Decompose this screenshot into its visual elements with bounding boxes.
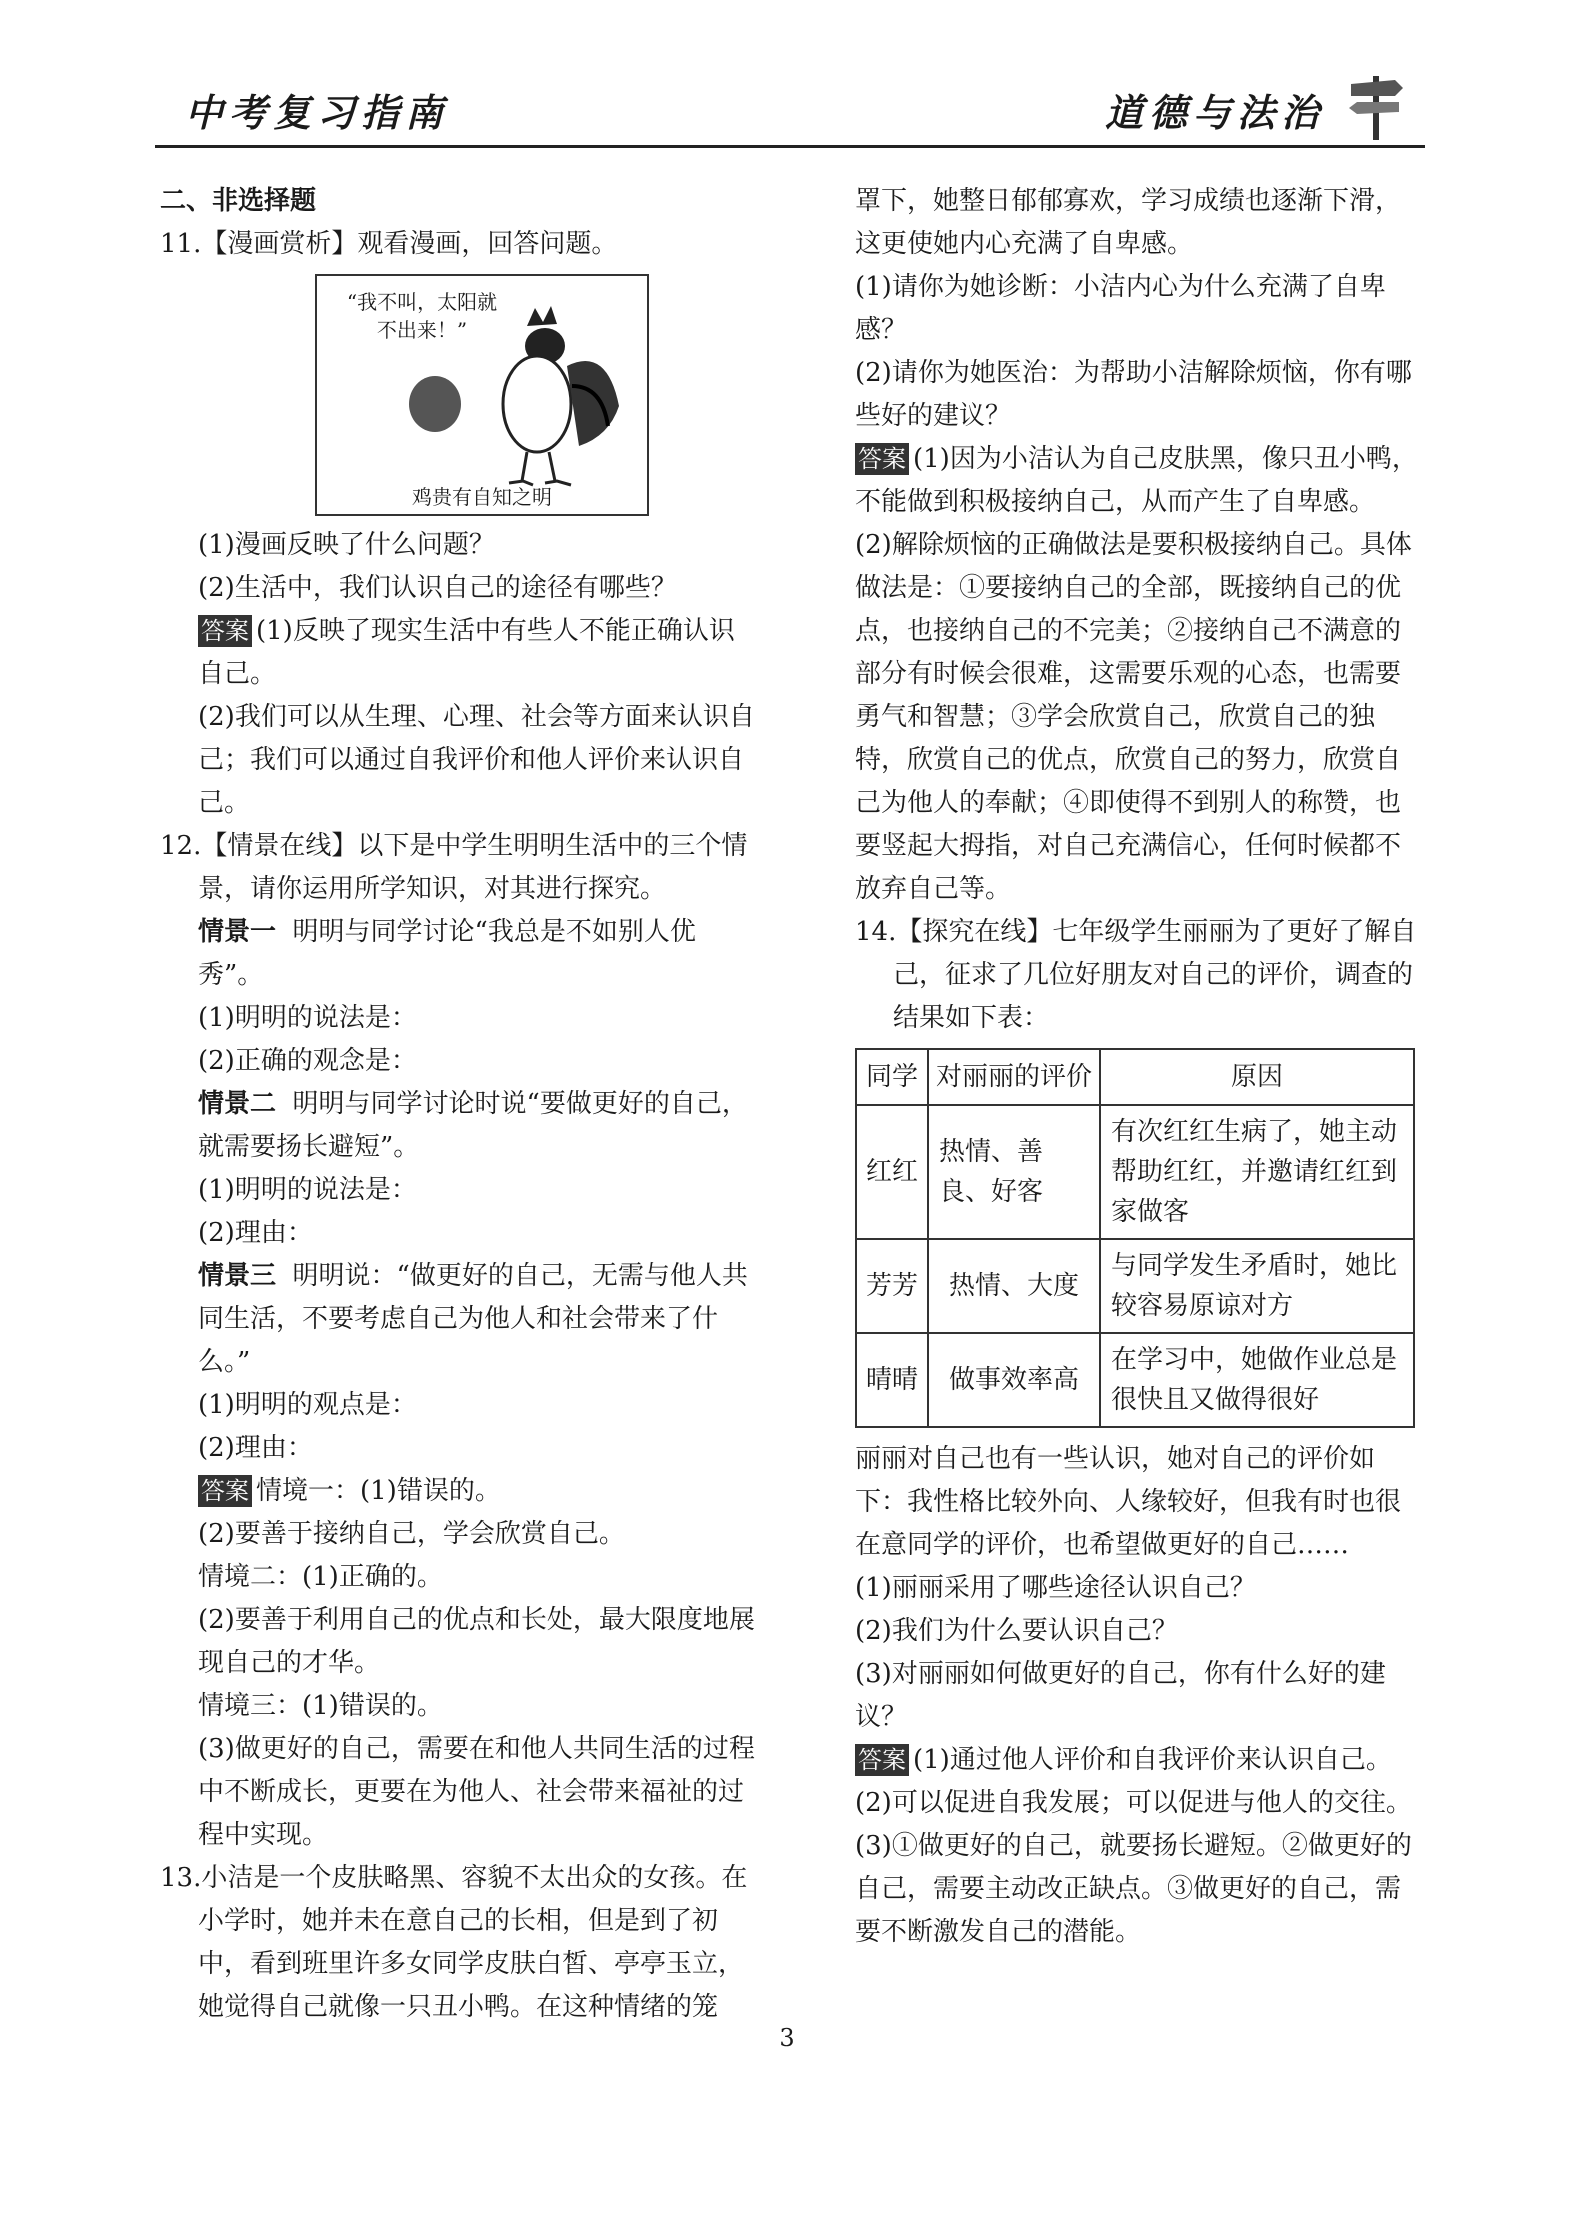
table-cell: 晴晴 xyxy=(856,1333,928,1427)
q13-continued: 罩下，她整日郁郁寡欢，学习成绩也逐渐下滑，这更使她内心充满了自卑感。 xyxy=(855,186,1402,259)
table-cell: 芳芳 xyxy=(856,1239,928,1333)
q11-answer-2: (2)我们可以从生理、心理、社会等方面来认识自己；我们可以通过自我评价和他人评价来认识自己。 xyxy=(198,702,755,818)
table-row xyxy=(856,1333,1414,1427)
q14-part-3: (3)对丽丽如何做更好的自己，你有什么好的建议？ xyxy=(855,1659,1386,1732)
q14-answer-2: (2)可以促进自我发展；可以促进与他人的交往。 xyxy=(855,1788,1412,1818)
table-cell: 在学习中，她做作业总是很快且又做得很好 xyxy=(1100,1333,1414,1427)
table-cell: 有次红红生病了，她主动帮助红红，并邀请红红到家做客 xyxy=(1100,1105,1414,1239)
scene-2: 情景二 明明与同学讨论时说“要做更好的自己，就需要扬长避短”。 xyxy=(198,1089,748,1162)
answer-badge: 答案 xyxy=(855,443,909,475)
table-cell: 热情、善良、好客 xyxy=(928,1105,1100,1239)
q12-answer-1: 答案 情境一：(1)错误的。 xyxy=(160,1470,760,1513)
signpost-icon xyxy=(1347,72,1407,142)
q12-answer-2: (2)要善于接纳自己，学会欣赏自己。 xyxy=(198,1519,625,1549)
q11-answer-1: 答案 (1)反映了现实生活中有些人不能正确认识自己。 xyxy=(198,616,735,689)
page-header xyxy=(155,70,1425,148)
q12-answer-4: (2)要善于利用自己的优点和长处，最大限度地展现自己的才华。 xyxy=(198,1605,755,1678)
page-number: 3 xyxy=(779,2024,795,2052)
q14-answer-3: (3)①做更好的自己，就要扬长避短。②做更好的自己，需要主动改正缺点。③做更好的自己，需要不断激发自己的潜能。 xyxy=(855,1831,1412,1947)
answer-badge: 答案 xyxy=(198,615,252,647)
table-header: 对丽丽的评价 xyxy=(928,1049,1100,1105)
scene-1-q1: (1)明明的说法是： xyxy=(198,1003,417,1033)
q11-part-2: (2)生活中，我们认识自己的途径有哪些？ xyxy=(198,573,677,603)
question-14-stem: 14.【探究在线】七年级学生丽丽为了更好了解自己，征求了几位好朋友对自己的评价，调查的结果如下表： xyxy=(855,917,1417,1033)
q14-answer-1: 答案 (1)通过他人评价和自我评价来认识自己。 xyxy=(855,1739,1420,1782)
right-column xyxy=(855,180,1420,1954)
q13-answer-2: (2)解除烦恼的正确做法是要积极接纳自己。具体做法是：①要接纳自己的全部，既接纳自己的优点，也接纳自己的不完美；②接纳自己不满意的部分有时候会很难，这需要乐观的心态，也需要勇气和智慧；③学会欣赏自己，欣赏自己的独特，欣赏自己的优点，欣赏自己的努力，欣赏自己为他人的奉献；④即使得不到别人的称赞，也要竖起大拇指，对自己充满信心，任何时候都不放弃自己等。 xyxy=(855,530,1412,904)
cartoon-image xyxy=(315,274,649,516)
table-header-row xyxy=(856,1049,1414,1105)
question-11-stem: 11.【漫画赏析】观看漫画，回答问题。 xyxy=(160,229,618,259)
q12-answer-5: 情境三：(1)错误的。 xyxy=(198,1691,443,1721)
scene-3-q2: (2)理由： xyxy=(198,1433,313,1463)
q14-part-2: (2)我们为什么要认识自己？ xyxy=(855,1616,1178,1646)
cartoon-speech: “我不叫，太阳就不出来！” xyxy=(346,290,498,342)
q11-part-1: (1)漫画反映了什么问题？ xyxy=(198,530,495,560)
table-header: 原因 xyxy=(1100,1049,1414,1105)
scene-3-q1: (1)明明的观点是： xyxy=(198,1390,417,1420)
scene-1-q2: (2)正确的观念是： xyxy=(198,1046,417,1076)
section-heading: 二、非选择题 xyxy=(160,186,317,216)
evaluation-table xyxy=(855,1048,1415,1428)
scene-1: 情景一 明明与同学讨论“我总是不如别人优秀”。 xyxy=(198,917,696,990)
scene-2-q1: (1)明明的说法是： xyxy=(198,1175,417,1205)
answer-badge: 答案 xyxy=(855,1744,909,1776)
table-cell: 做事效率高 xyxy=(928,1333,1100,1427)
left-column xyxy=(160,180,760,2029)
answer-badge: 答案 xyxy=(198,1475,252,1507)
q13-part-1: (1)请你为她诊断：小洁内心为什么充满了自卑感？ xyxy=(855,272,1386,345)
book-title: 中考复习指南 xyxy=(185,90,450,135)
q14-self-evaluation: 丽丽对自己也有一些认识，她对自己的评价如下：我性格比较外向、人缘较好，但我有时也很在意同学的评价，也希望做更好的自己…… xyxy=(855,1444,1402,1560)
q13-part-2: (2)请你为她医治：为帮助小洁解除烦恼，你有哪些好的建议？ xyxy=(855,358,1412,431)
cartoon-caption: 鸡贵有自知之明 xyxy=(412,485,552,509)
scene-3: 情景三 明明说：“做更好的自己，无需与他人共同生活，不要考虑自己为他人和社会带来了什么。” xyxy=(198,1261,748,1377)
table-cell: 与同学发生矛盾时，她比较容易原谅对方 xyxy=(1100,1239,1414,1333)
table-header: 同学 xyxy=(856,1049,928,1105)
question-12-stem: 12.【情景在线】以下是中学生明明生活中的三个情景，请你运用所学知识，对其进行探究。 xyxy=(160,831,748,904)
q12-answer-6: (3)做更好的自己，需要在和他人共同生活的过程中不断成长，更要在为他人、社会带来福祉的过程中实现。 xyxy=(198,1734,755,1850)
question-13-stem: 13.小洁是一个皮肤略黑、容貌不太出众的女孩。在小学时，她并未在意自己的长相，但是到了初中，看到班里许多女同学皮肤白皙、亭亭玉立，她觉得自己就像一只丑小鸭。在这种情绪的笼 xyxy=(160,1863,748,2022)
table-row xyxy=(856,1105,1414,1239)
table-cell: 红红 xyxy=(856,1105,928,1239)
q13-answer-1: 答案 (1)因为小洁认为自己皮肤黑，像只丑小鸭，不能做到积极接纳自己，从而产生了自卑感。 xyxy=(855,444,1418,517)
table-row xyxy=(856,1239,1414,1333)
q14-part-1: (1)丽丽采用了哪些途径认识自己？ xyxy=(855,1573,1256,1603)
scene-2-q2: (2)理由： xyxy=(198,1218,313,1248)
subject-title: 道德与法治 xyxy=(1104,90,1325,135)
q12-answer-3: 情境二：(1)正确的。 xyxy=(198,1562,443,1592)
table-cell: 热情、大度 xyxy=(928,1239,1100,1333)
